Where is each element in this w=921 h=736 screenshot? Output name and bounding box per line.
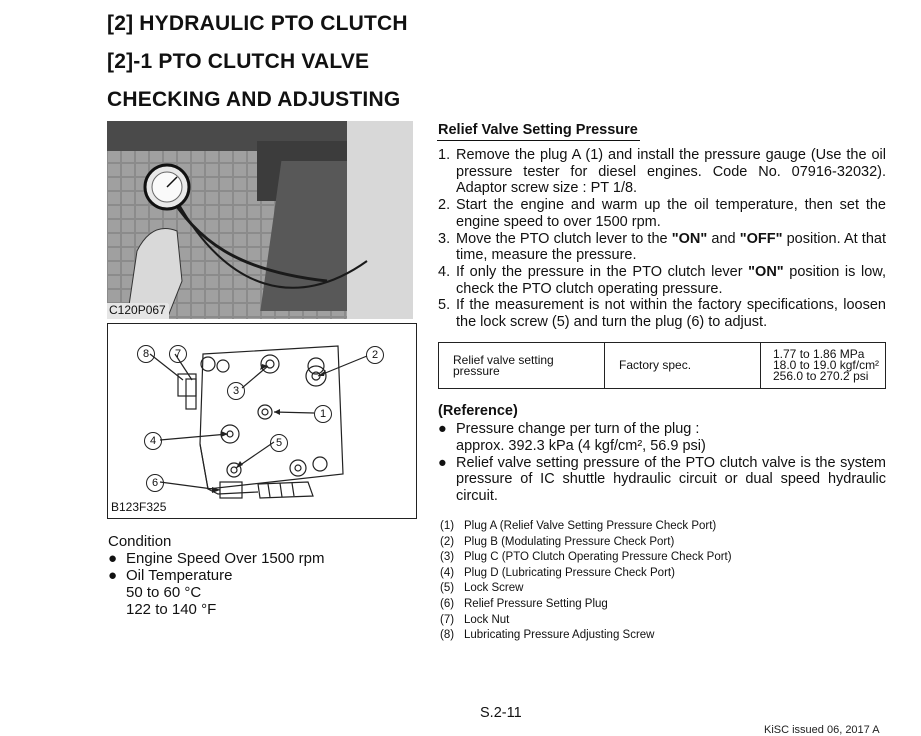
title-underline [437,140,640,141]
legend-item: (7) Lock Nut [440,613,510,626]
callout-8: 8 [137,345,155,363]
photo-caption: C120P067 [109,303,166,317]
legend-item: (1) Plug A (Relief Valve Setting Pressure Check Port) [440,520,717,532]
callout-6: 6 [146,474,164,492]
legend-item: (8) Lubricating Pressure Adjusting Screw [440,629,655,642]
step-item: 1. Remove the plug A (1) and install the pressure gauge (Use the oil pressure tester for diesel engines. Code No. 07916-32032). Adaptor screw size : PT 1/8. [438,147,886,197]
spec-table [438,342,886,389]
spec-item: Relief valve setting pressure [439,343,605,389]
pressure-gauge-photo [107,121,413,319]
valve-diagram [107,323,417,519]
relief-title: Relief Valve Setting Pressure [438,122,638,138]
page-number: S.2-11 [480,705,522,721]
step-item: 3. Move the PTO clutch lever to the "ON" and "OFF" position. At that time, measure the pressure. [438,230,886,264]
spec-values: 1.77 to 1.86 MPa 18.0 to 19.0 kgf/cm² 256.0 to 270.2 psi [761,343,886,389]
callout-5: 5 [270,434,288,452]
callout-1: 1 [314,405,332,423]
section-heading: [2] HYDRAULIC PTO CLUTCH [107,12,408,35]
legend-item: (6) Relief Pressure Setting Plug [440,597,608,610]
subsection-heading: [2]-1 PTO CLUTCH VALVE [107,50,370,73]
legend-item: (5) Lock Screw [440,582,524,595]
condition-item: ● Engine Speed Over 1500 rpm [108,550,325,567]
temperature-value: 122 to 140 °F [126,601,217,618]
diagram-caption: B123F325 [111,500,167,514]
step-item: 5. If the measurement is not within the factory specifications, loosen the lock screw (5) and turn the plug (6) to adjust. [438,297,886,331]
bullet-icon: ● [108,550,118,567]
callout-4: 4 [144,432,162,450]
spec-type: Factory spec. [605,343,761,389]
bullet-icon: ● [438,454,447,471]
condition-block [108,533,324,618]
bullet-icon: ● [108,567,118,584]
condition-title: Condition [108,533,172,550]
reference-title: (Reference) [438,403,518,419]
condition-item: ● Oil Temperature [108,567,233,584]
callout-3: 3 [227,382,245,400]
reference-item: ● Relief valve setting pressure of the PTO clutch valve is the system pressure of IC shuttle hydraulic circuit or dual speed hydraulic circuit. [438,454,886,505]
callout-2: 2 [366,346,384,364]
photo-illustration [107,121,413,319]
issue-stamp: KiSC issued 06, 2017 A [764,724,880,736]
reference-item: ● Pressure change per turn of the plug : approx. 392.3 kPa (4 kgf/cm², 56.9 psi) [438,421,706,454]
step-item: 2. Start the engine and warm up the oil temperature, then set the engine speed to over 1500 rpm. [438,197,886,230]
callout-7: 7 [169,345,187,363]
step-item: 4. If only the pressure in the PTO clutch lever "ON" position is low, check the PTO clutch operating pressure. [438,263,886,297]
bullet-icon: ● [438,421,447,437]
topic-heading: CHECKING AND ADJUSTING [107,88,401,111]
legend-item: (2) Plug B (Modulating Pressure Check Port) [440,535,675,548]
legend-item: (4) Plug D (Lubricating Pressure Check Port) [440,566,675,579]
reference-list [438,421,886,505]
procedure-steps [438,147,886,331]
temperature-value: 50 to 60 °C [126,584,202,601]
legend-item: (3) Plug C (PTO Clutch Operating Pressure Check Port) [440,551,732,564]
parts-legend [440,519,732,644]
